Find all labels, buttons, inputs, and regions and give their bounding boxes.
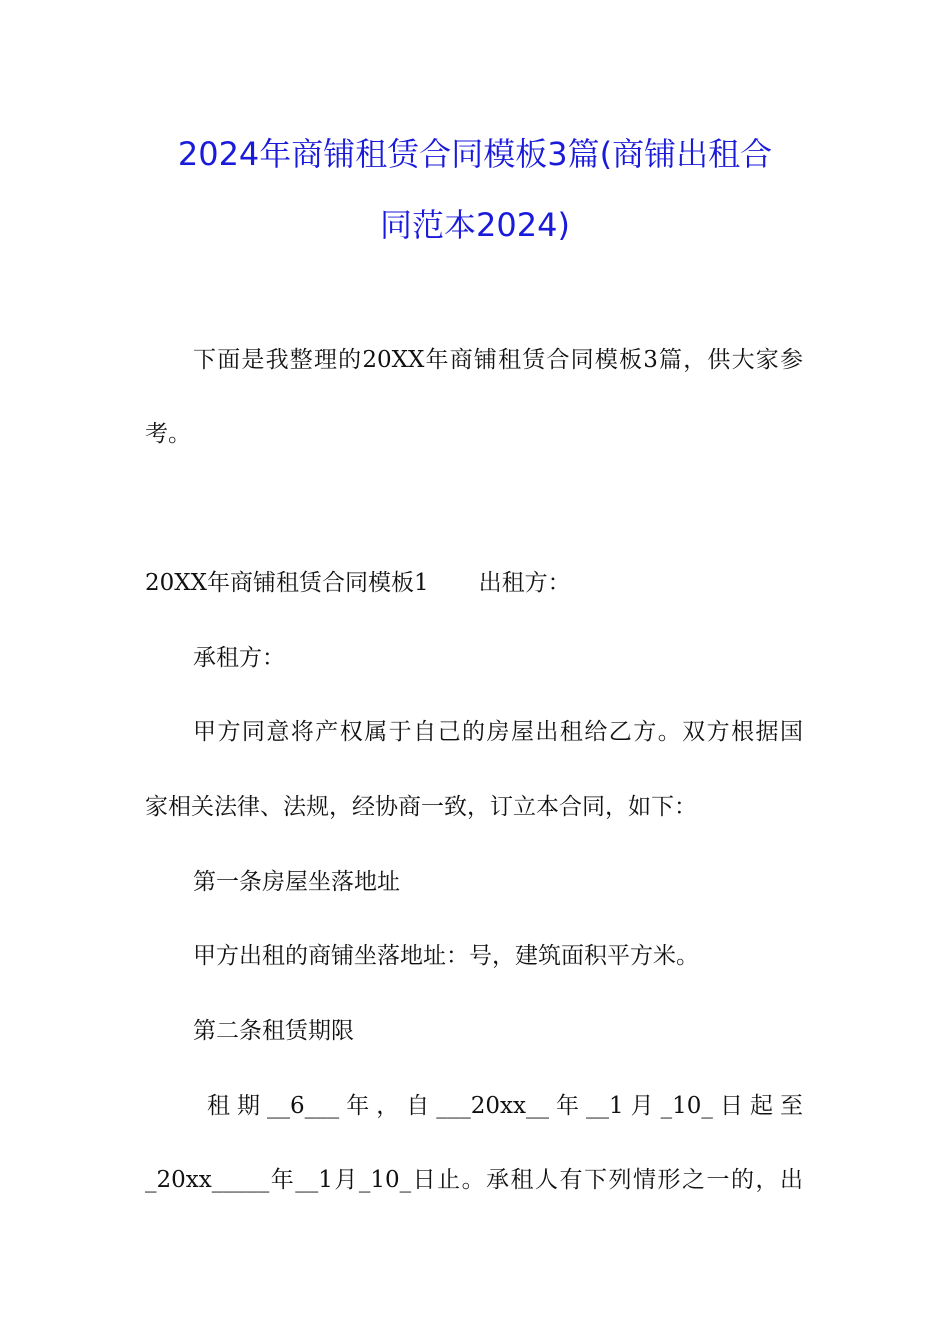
article2-heading: 第二条租赁期限 [193, 1018, 354, 1044]
article1-text: 甲方出租的商铺坐落地址：号，建筑面积平方米。 [193, 943, 699, 969]
document-title-line-1: 2024年商铺租赁合同模板3篇(商铺出租合 [177, 135, 773, 173]
para1-line-2: 家相关法律、法规，经协商一致，订立本合同，如下： [145, 794, 697, 820]
section-heading: 20XX年商铺租赁合同模板1 [145, 570, 429, 596]
article2-text-2: _20xx_____年__1月_10_日止。承租人有下列情形之一的，出 [145, 1167, 803, 1193]
intro-line-1 [193, 345, 803, 375]
intro-line-2: 考。 [145, 421, 191, 447]
document-title-line-2: 同范本2024) [380, 206, 570, 244]
intro-text-1: 下面是我整理的20XX年商铺租赁合同模板3篇，供大家参 [193, 347, 803, 373]
article2-line-2 [145, 1165, 803, 1195]
article2-text-1: 租期__6___年，自___20xx__年__1月_10_日起至 [207, 1093, 803, 1119]
section-heading-row [145, 568, 571, 598]
para1-line-1 [193, 717, 803, 747]
article2-line-1 [207, 1091, 803, 1121]
para1-text-1: 甲方同意将产权属于自己的房屋出租给乙方。双方根据国 [193, 719, 803, 745]
article1-heading: 第一条房屋坐落地址 [193, 869, 400, 895]
lessee-label: 承租方： [193, 645, 285, 671]
lessor-label: 出租方： [478, 570, 571, 596]
